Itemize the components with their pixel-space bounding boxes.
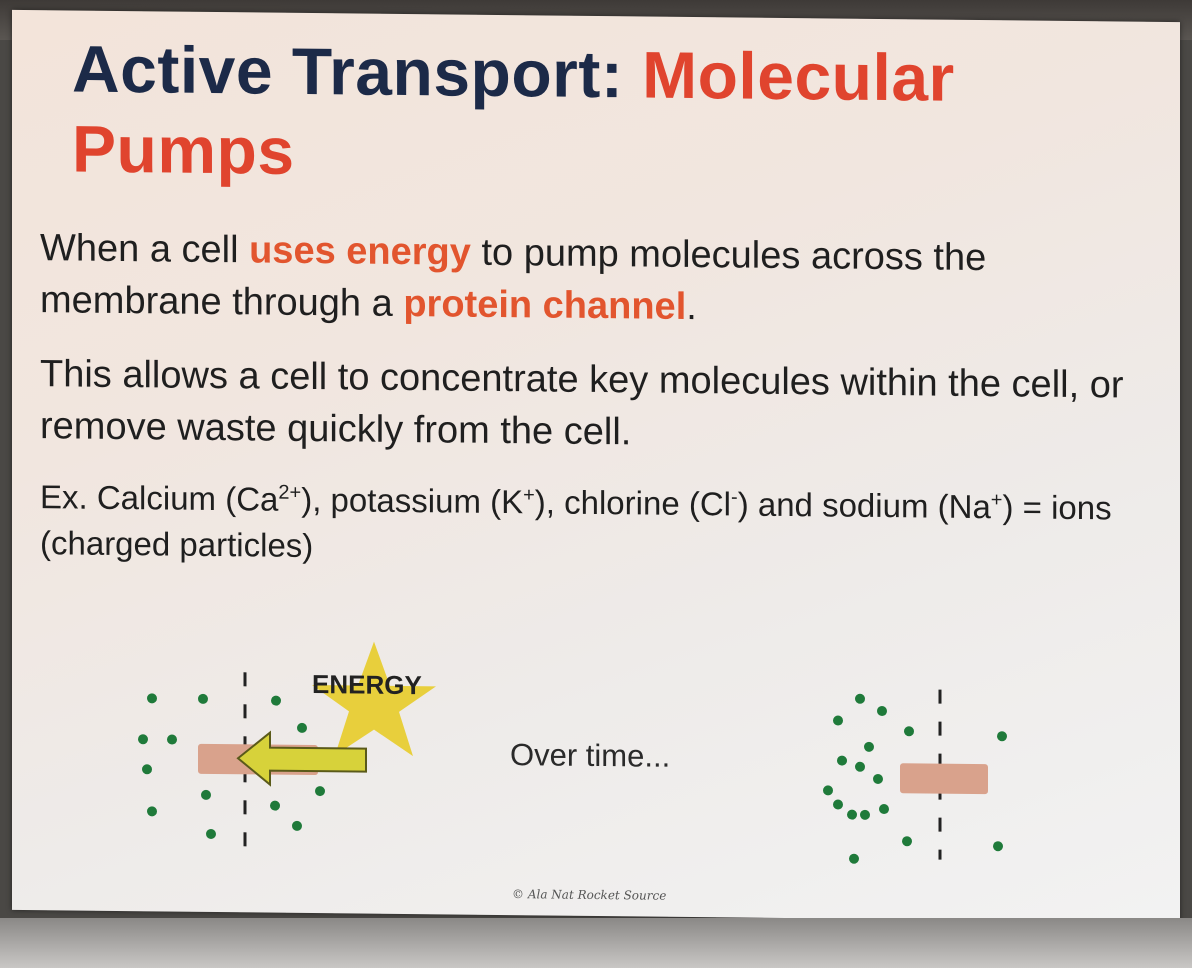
particle (833, 715, 843, 725)
particle (902, 836, 912, 846)
particle (315, 786, 325, 796)
highlight-uses-energy: uses energy (249, 229, 471, 274)
energy-label: ENERGY (312, 669, 422, 701)
particle (864, 742, 874, 752)
highlight-protein-channel: protein channel (403, 282, 687, 328)
particle (201, 790, 211, 800)
particle (823, 785, 833, 795)
particle (147, 806, 157, 816)
particle (904, 726, 914, 736)
calcium-charge: 2+ (278, 481, 302, 504)
right-scene (823, 688, 1007, 865)
example-text-b: ), potassium (K (301, 480, 524, 521)
particle (292, 821, 302, 831)
protein-channel-right (900, 763, 988, 794)
particle (997, 731, 1007, 741)
definition-text-1: When a cell (40, 227, 250, 272)
particle (877, 706, 887, 716)
particle (855, 762, 865, 772)
particle (837, 756, 847, 766)
particle (297, 723, 307, 733)
particle (873, 774, 883, 784)
image-credit: © Ala Nat Rocket Source (512, 887, 667, 903)
particle (147, 693, 157, 703)
definition-paragraph (40, 222, 1150, 338)
example-text-d: ) and sodium (Na (737, 485, 991, 526)
particle (142, 764, 152, 774)
particle (993, 841, 1003, 851)
title-accent-molecular: Molecular (642, 37, 955, 115)
particle (833, 799, 843, 809)
potassium-charge: + (523, 484, 535, 507)
example-text-c: ), chlorine (Cl (534, 483, 732, 523)
chlorine-charge: - (731, 486, 738, 509)
active-transport-diagram (12, 610, 1180, 922)
title-main: Active Transport: (72, 31, 643, 112)
particle (198, 694, 208, 704)
monitor-bezel-bottom (0, 918, 1192, 968)
example-paragraph (40, 474, 1150, 578)
particle (167, 735, 177, 745)
particle (271, 696, 281, 706)
particle (206, 829, 216, 839)
presentation-slide (12, 10, 1180, 922)
particle (860, 810, 870, 820)
sodium-charge: + (990, 489, 1003, 512)
particle (847, 810, 857, 820)
example-text-a: Ex. Calcium (Ca (40, 478, 279, 518)
particle (879, 804, 889, 814)
particle (270, 801, 280, 811)
particle (855, 694, 865, 704)
definition-text-3: . (686, 285, 697, 329)
explanation-paragraph: This allows a cell to concentrate key molecules within the cell, or remove waste quickly from the cell. (40, 353, 1124, 454)
definition-text-2: to pump molecules across the membrane through a (40, 231, 987, 325)
particle (849, 854, 859, 864)
example-text-e: ) = ions (charged particles) (40, 488, 1112, 565)
over-time-label: Over time... (510, 737, 671, 774)
particle (138, 734, 148, 744)
slide-title (72, 29, 1152, 200)
title-accent-pumps: Pumps (72, 111, 295, 188)
